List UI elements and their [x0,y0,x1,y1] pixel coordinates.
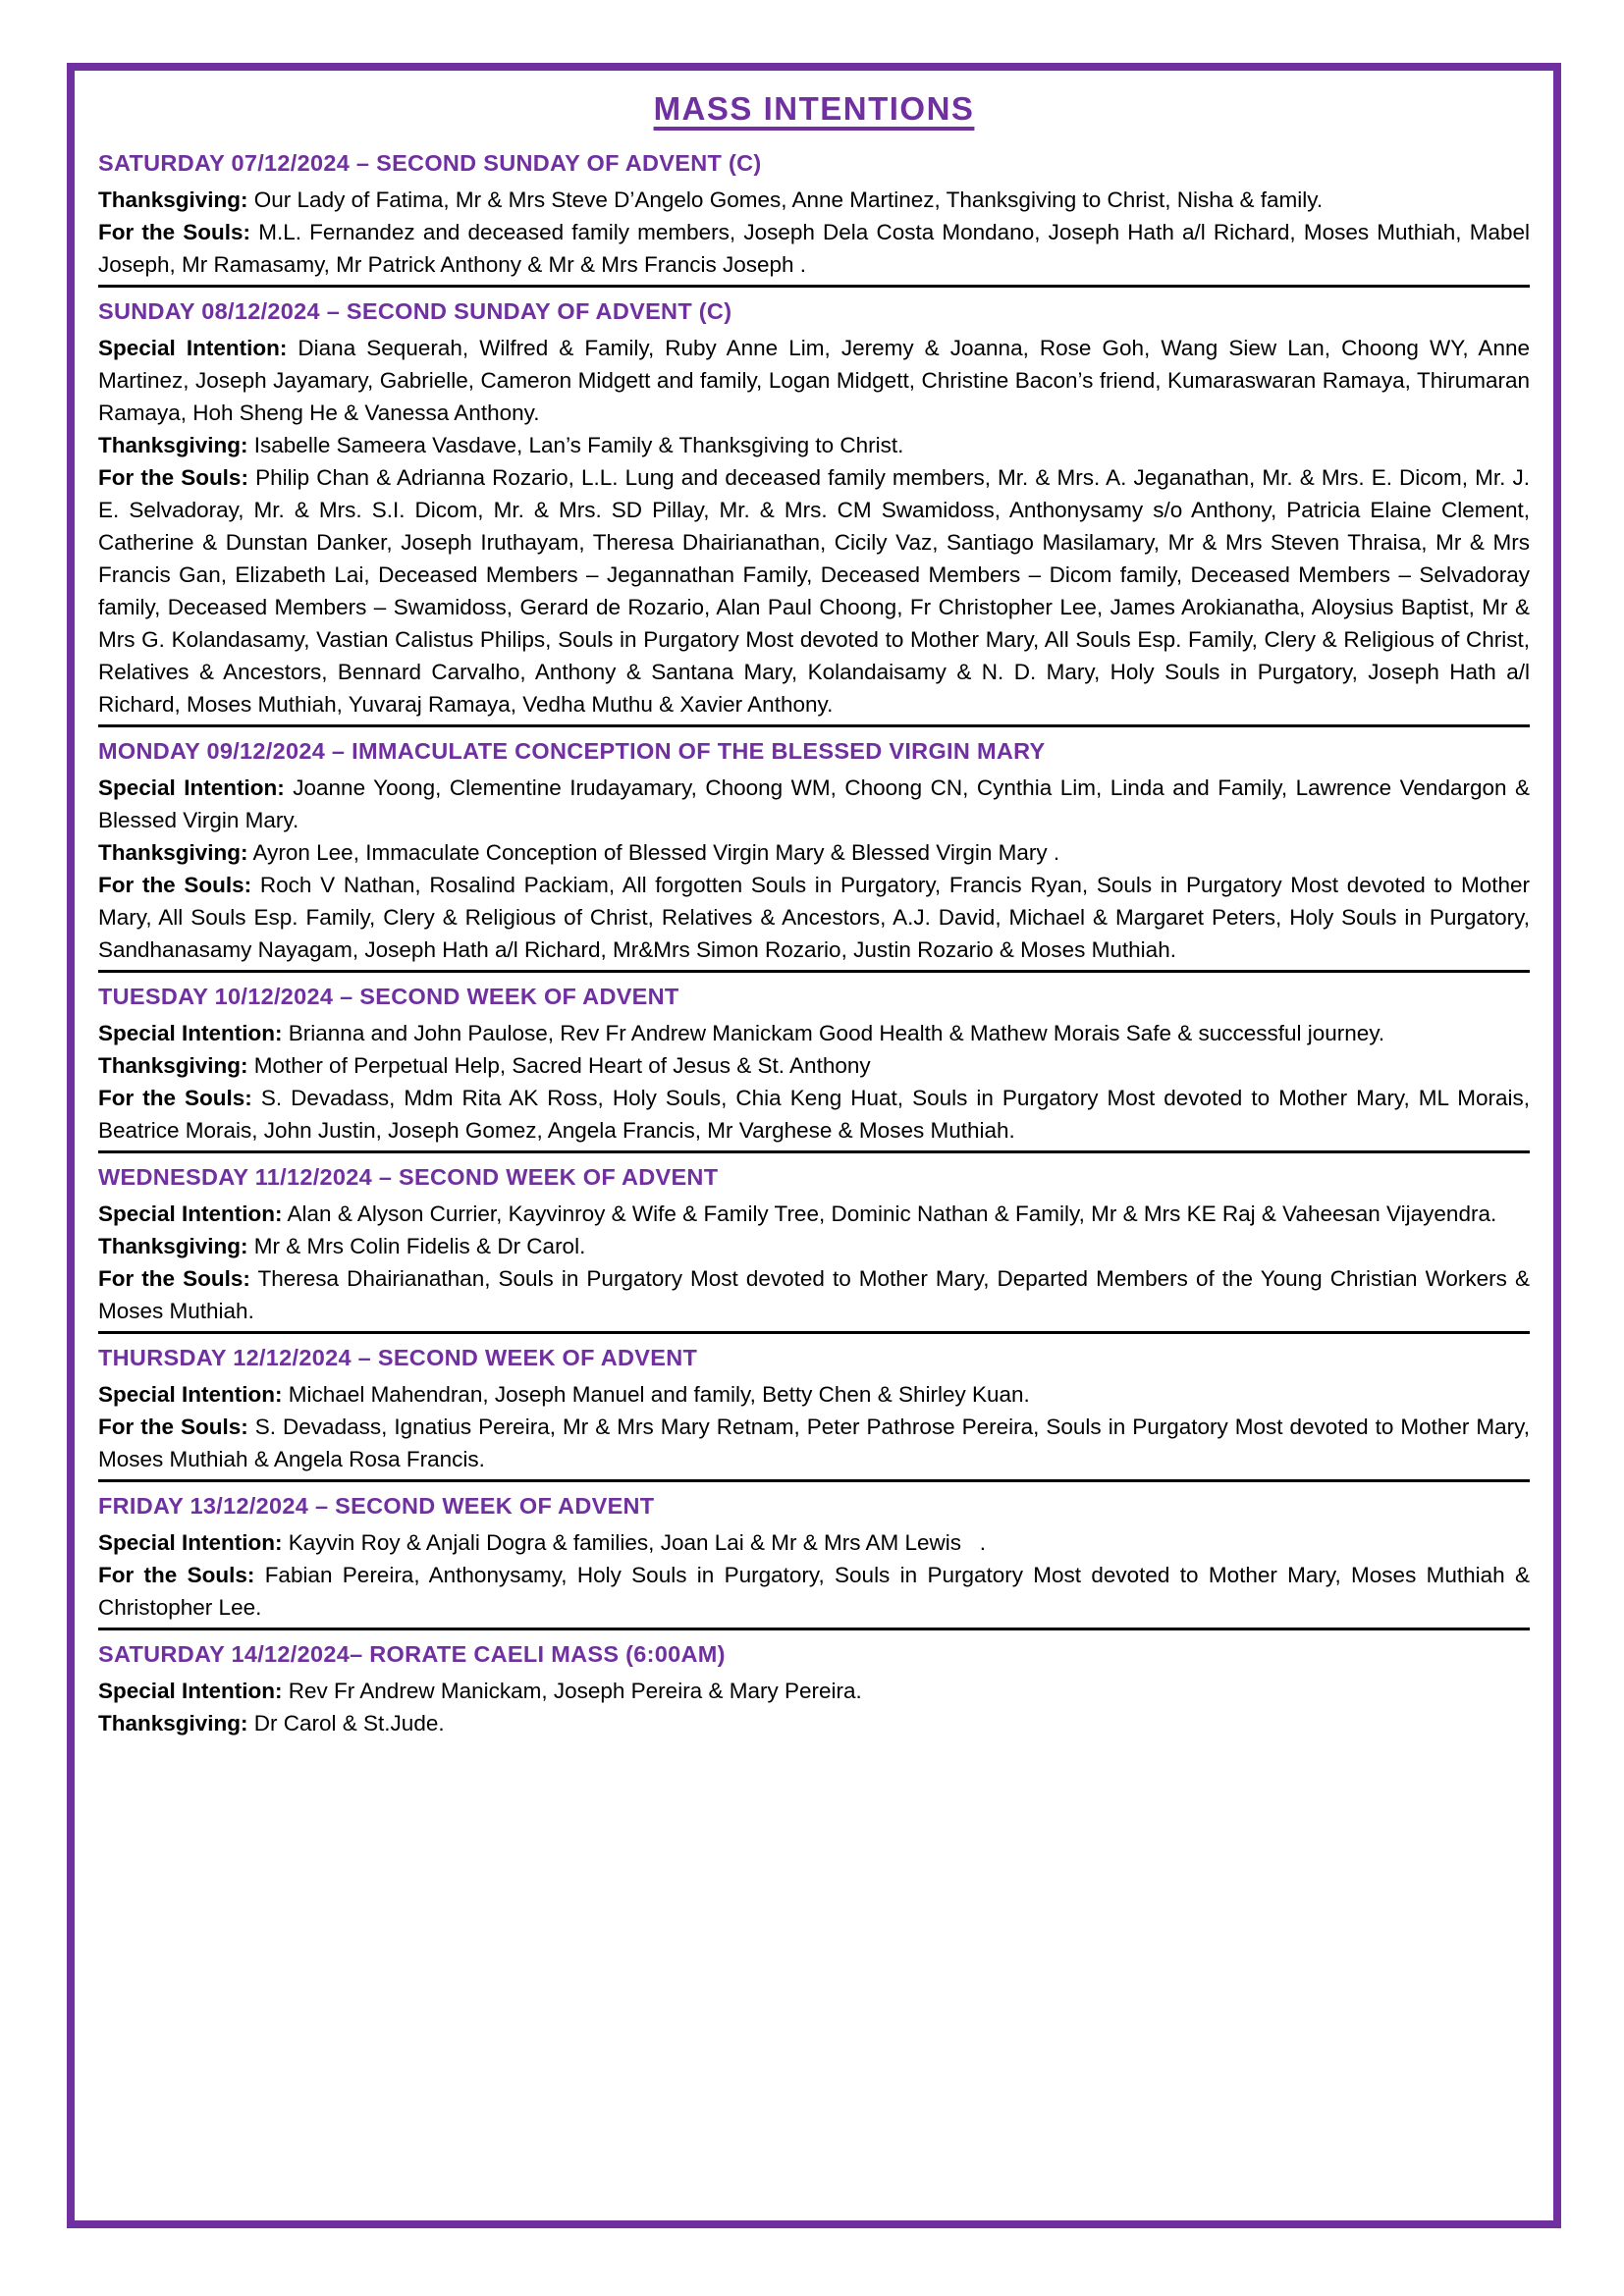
mass-section-wednesday-11-12 [98,1161,1530,1327]
intention-text: M.L. Fernandez and deceased family members, Joseph Dela Costa Mondano, Joseph Hath a/l Richard, Moses Muthiah, Mabel Joseph, Mr Ramasamy, Mr Patrick Anthony & Mr & Mrs Francis Joseph . [98,220,1530,277]
mass-section-thursday-12-12 [98,1342,1530,1475]
intention-text: Diana Sequerah, Wilfred & Family, Ruby Anne Lim, Jeremy & Joanna, Rose Goh, Wang Siew Lan, Choong WY, Anne Martinez, Joseph Jayamary, Gabrielle, Cameron Midgett and family, Logan Midgett, Christine Bacon’s friend, Kumaraswaran Ramaya, Thirumaran Ramaya, Hoh Sheng He & Vanessa Anthony. [98,336,1530,425]
intention-text: Our Lady of Fatima, Mr & Mrs Steve D’Angelo Gomes, Anne Martinez, Thanksgiving to Christ, Nisha & family. [253,187,1324,212]
intention-label: Special Intention: [98,1382,283,1407]
intention-paragraph [98,1230,1530,1262]
section-heading: SATURDAY 07/12/2024 – SECOND SUNDAY OF ADVENT (C) [98,150,762,176]
intention-paragraph [98,1526,1530,1559]
intention-text: Dr Carol & St.Jude. [253,1711,445,1735]
intention-paragraph [98,332,1530,429]
intention-paragraph [98,1198,1530,1230]
section-heading: FRIDAY 13/12/2024 – SECOND WEEK OF ADVENT [98,1493,655,1519]
mass-section-saturday-14-12 [98,1638,1530,1739]
intention-text: Fabian Pereira, Anthonysamy, Holy Souls in Purgatory, Souls in Purgatory Most devoted to Mother Mary, Moses Muthiah & Christopher Lee. [98,1563,1530,1620]
intention-text: Roch V Nathan, Rosalind Packiam, All forgotten Souls in Purgatory, Francis Ryan, Souls in Purgatory Most devoted to Mother Mary, All Souls Esp. Family, Clery & Religious of Christ, Relatives & Ancestors, A.J. David, Michael & Margaret Peters, Holy Souls in Purgatory, Sandhanasamy Nayagam, Joseph Hath a/l Richard, Mr&Mrs Simon Rozario, Justin Rozario & Moses Muthiah. [98,873,1531,962]
page-title [98,90,1530,128]
intention-label: For the Souls: [98,1086,252,1110]
intention-text: Isabelle Sameera Vasdave, Lan’s Family & Thanksgiving to Christ. [253,433,904,457]
intention-label: Thanksgiving: [98,1234,248,1258]
intention-label: For the Souls: [98,220,251,244]
section-heading: TUESDAY 10/12/2024 – SECOND WEEK OF ADVENT [98,984,679,1009]
intention-text: Michael Mahendran, Joseph Manuel and family, Betty Chen & Shirley Kuan. [288,1382,1030,1407]
page-frame [67,63,1561,2228]
intention-label: For the Souls: [98,873,252,897]
intention-label: Thanksgiving: [98,433,248,457]
intention-label: For the Souls: [98,1266,250,1291]
intention-label: Special Intention: [98,1530,283,1555]
intention-paragraph [98,1378,1530,1411]
intention-text: S. Devadass, Ignatius Pereira, Mr & Mrs Mary Retnam, Peter Pathrose Pereira, Souls in Purgatory Most devoted to Mother Mary, Moses Muthiah & Angela Rosa Francis. [98,1415,1530,1471]
intention-label: For the Souls: [98,1563,255,1587]
section-heading: SUNDAY 08/12/2024 – SECOND SUNDAY OF ADVENT (C) [98,298,732,324]
section-heading: WEDNESDAY 11/12/2024 – SECOND WEEK OF ADVENT [98,1164,719,1190]
intention-label: Special Intention: [98,336,288,360]
intention-paragraph [98,216,1530,281]
mass-section-saturday-07-12 [98,147,1530,281]
intention-paragraph [98,461,1530,721]
intention-text: Kayvin Roy & Anjali Dogra & families, Joan Lai & Mr & Mrs AM Lewis . [288,1530,987,1555]
intention-paragraph [98,1082,1530,1147]
intention-label: Special Intention: [98,1679,283,1703]
intention-label: Special Intention: [98,775,285,800]
intention-paragraph [98,1559,1530,1624]
intention-label: Thanksgiving: [98,187,248,212]
intention-paragraph [98,1675,1530,1707]
intention-text: Alan & Alyson Currier, Kayvinroy & Wife & Family Tree, Dominic Nathan & Family, Mr & Mrs KE Raj & Vaheesan Vijayendra. [287,1201,1497,1226]
intention-text: Brianna and John Paulose, Rev Fr Andrew Manickam Good Health & Mathew Morais Safe & successful journey. [288,1021,1385,1045]
section-divider [98,1628,1530,1630]
intention-label: Thanksgiving: [98,1053,248,1078]
intention-paragraph [98,1411,1530,1475]
intention-label: Thanksgiving: [98,1711,248,1735]
intention-label: For the Souls: [98,1415,248,1439]
mass-section-monday-09-12 [98,735,1530,966]
intention-paragraph [98,772,1530,836]
intention-paragraph [98,184,1530,216]
intention-text: Ayron Lee, Immaculate Conception of Blessed Virgin Mary & Blessed Virgin Mary . [252,840,1060,865]
intention-text: Theresa Dhairianathan, Souls in Purgatory Most devoted to Mother Mary, Departed Members of the Young Christian Workers & Moses Muthiah. [98,1266,1530,1323]
intention-paragraph [98,869,1530,966]
intention-label: Special Intention: [98,1201,283,1226]
section-divider [98,1479,1530,1482]
intention-paragraph [98,1049,1530,1082]
section-divider [98,285,1530,288]
page-title-text: MASS INTENTIONS [653,90,975,127]
intention-label: For the Souls: [98,465,248,490]
mass-section-friday-13-12 [98,1490,1530,1624]
intention-text: S. Devadass, Mdm Rita AK Ross, Holy Souls, Chia Keng Huat, Souls in Purgatory Most devoted to Mother Mary, ML Morais, Beatrice Morais, John Justin, Joseph Gomez, Angela Francis, Mr Varghese & Moses Muthiah. [98,1086,1530,1143]
intention-paragraph [98,836,1530,869]
intention-text: Rev Fr Andrew Manickam, Joseph Pereira & Mary Pereira. [288,1679,862,1703]
section-divider [98,724,1530,727]
intention-paragraph [98,1017,1530,1049]
intention-text: Philip Chan & Adrianna Rozario, L.L. Lung and deceased family members, Mr. & Mrs. A. Jeganathan, Mr. & Mrs. E. Dicom, Mr. J. E. Selvadoray, Mr. & Mrs. S.I. Dicom, Mr. & Mrs. SD Pillay, Mr. & Mrs. CM Swamidoss, Anthonysamy s/o Anthony, Patricia Elaine Clement, Catherine & Dunstan Danker, Joseph Iruthayam, Theresa Dhairianathan, Cicily Vaz, Santiago Masilamary, Mr & Mrs Steven Thraisa, Mr & Mrs Francis Gan, Elizabeth Lai, Deceased Members – Jegannathan Family, Deceased Members – Dicom family, Deceased Members – Selvadoray family, Deceased Members – Swamidoss, Gerard de Rozario, Alan Paul Choong, Fr Christopher Lee, James Arokianatha, Aloysius Baptist, Mr & Mrs G. Kolandasamy, Vastian Calistus Philips, Souls in Purgatory Most devoted to Mother Mary, All Souls Esp. Family, Clery & Religious of Christ, Relatives & Ancestors, Bennard Carvalho, Anthony & Santana Mary, Kolandaisamy & N. D. Mary, Holy Souls in Purgatory, Joseph Hath a/l Richard, Moses Muthiah, Yuvaraj Ramaya, Vedha Muthu & Xavier Anthony. [98,465,1530,717]
intention-label: Thanksgiving: [98,840,248,865]
intention-text: Mother of Perpetual Help, Sacred Heart of Jesus & St. Anthony [253,1053,871,1078]
mass-section-sunday-08-12 [98,295,1530,721]
section-divider [98,970,1530,973]
section-heading: SATURDAY 14/12/2024– RORATE CAELI MASS (6:00AM) [98,1641,726,1667]
section-divider [98,1331,1530,1334]
section-divider [98,1150,1530,1153]
section-heading: THURSDAY 12/12/2024 – SECOND WEEK OF ADVENT [98,1345,698,1370]
intention-paragraph [98,429,1530,461]
mass-section-tuesday-10-12 [98,981,1530,1147]
intention-paragraph [98,1707,1530,1739]
intention-paragraph [98,1262,1530,1327]
intention-label: Special Intention: [98,1021,283,1045]
section-heading: MONDAY 09/12/2024 – IMMACULATE CONCEPTION OF THE BLESSED VIRGIN MARY [98,738,1046,764]
intention-text: Joanne Yoong, Clementine Irudayamary, Choong WM, Choong CN, Cynthia Lim, Linda and Family, Lawrence Vendargon & Blessed Virgin Mary. [98,775,1530,832]
intention-text: Mr & Mrs Colin Fidelis & Dr Carol. [253,1234,586,1258]
